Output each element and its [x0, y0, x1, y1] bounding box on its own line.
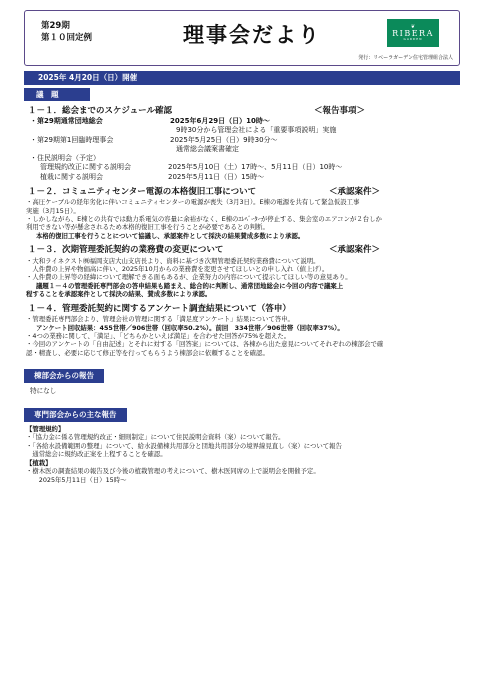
body-line: ・しかしながら、E棟との共有では動力系電気の容量に余裕がなく、E棟のｴﾚﾍﾞｰﾀｰが停止する、集会室のエアコンが２台しか [26, 214, 382, 223]
body-line: 人件費の上昇や物価高に伴い、2025年10月からの業務費を変更させてほしいとの申し入れ（値上げ）。 [26, 265, 329, 274]
section-title: １－４．管理委託契約に関するアンケート調査結果について（答申） [28, 303, 291, 314]
section-1-2-heading [24, 187, 460, 198]
schedule-row: ・第29期第1回臨時理事会 2025年5月25日（日）9時30分～ [30, 135, 278, 144]
meeting-date-bar: 2025年 4月20日（日）開催 [24, 71, 460, 85]
building-report-text: 特になし [30, 387, 57, 396]
explain-row: 管理規約改正に関する説明会 2025年5月10日（土）17時～、5月11日（日）10時～ [40, 163, 343, 172]
section-conclusion: 議題１－４の管理委託専門部会の答申結果も踏まえ、総合的に判断し、通常団地総会に今回の内容で議案上 [36, 281, 344, 290]
section-title: １－２．コミュニティセンター電源の本格復旧工事について [28, 186, 257, 197]
committee-report-body [24, 425, 460, 484]
body-line: 2025年5月11日（日）15時～ [26, 475, 127, 484]
section-1-2-body [24, 198, 460, 240]
body-line: 認・精査し、必要に応じて修正等を行ってもらうよう棟部会に依頼することを確認。 [26, 348, 269, 357]
section-1-3-body [24, 257, 460, 299]
schedule-row: 通常総会議案書確定 [176, 144, 239, 153]
logo-tree-icon: ❦ [410, 23, 416, 30]
ribera-logo [387, 19, 439, 47]
schedule-row: ・第29期通常団地総会 2025年6月29日（日）10時～ [30, 117, 270, 126]
body-line: ・管理委託専門部会より、管理会社の管理に関する「満足度アンケート」結果について答申。 [26, 315, 294, 324]
body-line: 実施（3月15日）。 [26, 206, 80, 215]
body-line: ・大和ライネクスト㈱福岡支店大山支店長より、資料に基づき次期管理委託契約業務費について説明。 [26, 256, 320, 265]
schedule-row: 9時30分から管理会社による「重要事項説明」実施 [176, 126, 337, 135]
committee-report-label: 専門部会からの主な報告 [24, 408, 127, 422]
section-1-4-heading [24, 304, 460, 315]
explain-meeting-head: ・住民説明会（予定） [30, 154, 100, 163]
body-line: ・4つの業務に関して、「満足」、「どちらかといえば満足」を合わせた回答が75%を超えた。 [26, 331, 291, 340]
newsletter-title: 理事会だより [183, 23, 321, 47]
body-line: 利用できない等が懸念されるため本格的復旧工事を行うことが必要であるとの判断。 [26, 223, 269, 232]
body-line: ・今回のアンケートの「自由記述」とそれに対する「回答案」については、各棟から出た意見についてそれぞれの棟部会で確 [26, 340, 384, 349]
report-group-title: 【管理規約】 [26, 425, 65, 434]
issue-term: 第29期 [41, 21, 70, 31]
building-report-label: 棟部会からの報告 [24, 369, 104, 383]
body-line: ・「協力金に係る管理規約改正・細則制定」について住民説明会資料（案）について報告。 [26, 433, 285, 442]
logo-sub: GARDEN [403, 37, 423, 42]
explain-row: 植栽に関する説明会 2025年5月11日（日）15時～ [40, 172, 265, 181]
logo-word: RIBERA [392, 28, 434, 38]
publisher: 発行：リベーラガーデン住宅管理組合法人 [358, 55, 453, 62]
body-line: 通常総会に規約改正案を上程することを確認。 [26, 450, 167, 459]
newsletter-header [24, 10, 460, 66]
body-line: ・人件費の上昇等の経緯について理解できる面もあるが、企業努力の内容について提示してほしい等の意見あり。 [26, 273, 352, 282]
section-1-3-heading [24, 245, 460, 256]
body-line: ・樹木医の調査結果の報告及び今後の植栽管理の考えについて、樹木医同席の上で説明会を開催予定。 [26, 467, 320, 476]
issue-meeting: 第１０回定例 [41, 33, 93, 44]
section-tag: ＜報告事項＞ [313, 106, 365, 116]
section-conclusion: 本格的復旧工事を行うことについて協議し、承認案件として採決の結果賛成多数により承認。 [36, 231, 305, 240]
body-line: ・「各給水設備範囲の整理」について、給水設備棟共用部分と団地共用部分の境界線見直し（案）について報告 [26, 441, 342, 450]
body-line: ・高圧ケーブルの経年劣化に伴いコミュニティセンターの電源が喪失（3月3日）。E棟の電源を共有して緊急仮設工事 [26, 198, 360, 207]
schedule-list [24, 117, 460, 182]
report-group-title: 【植栽】 [26, 458, 52, 467]
section-conclusion: 程することを承認案件として採決の結果、賛成多数により承認。 [26, 290, 212, 299]
section-title: １－３．次期管理委託契約の業務費の変更について [28, 245, 224, 256]
section-title: １－１．総会までのスケジュール確認 [28, 106, 172, 116]
section-1-4-body [24, 315, 460, 357]
survey-result: アンケート回収結果：455世帯／906世帯（回収率50.2%）。前回 334世帯／906世帯（回収率37%）。 [36, 323, 344, 332]
section-tag: ＜承認案件＞ [328, 186, 380, 197]
agenda-label: 議 題 [24, 88, 90, 101]
issue-number [41, 20, 92, 45]
section-1-1-heading [24, 106, 460, 117]
section-tag: ＜承認案件＞ [328, 245, 380, 256]
